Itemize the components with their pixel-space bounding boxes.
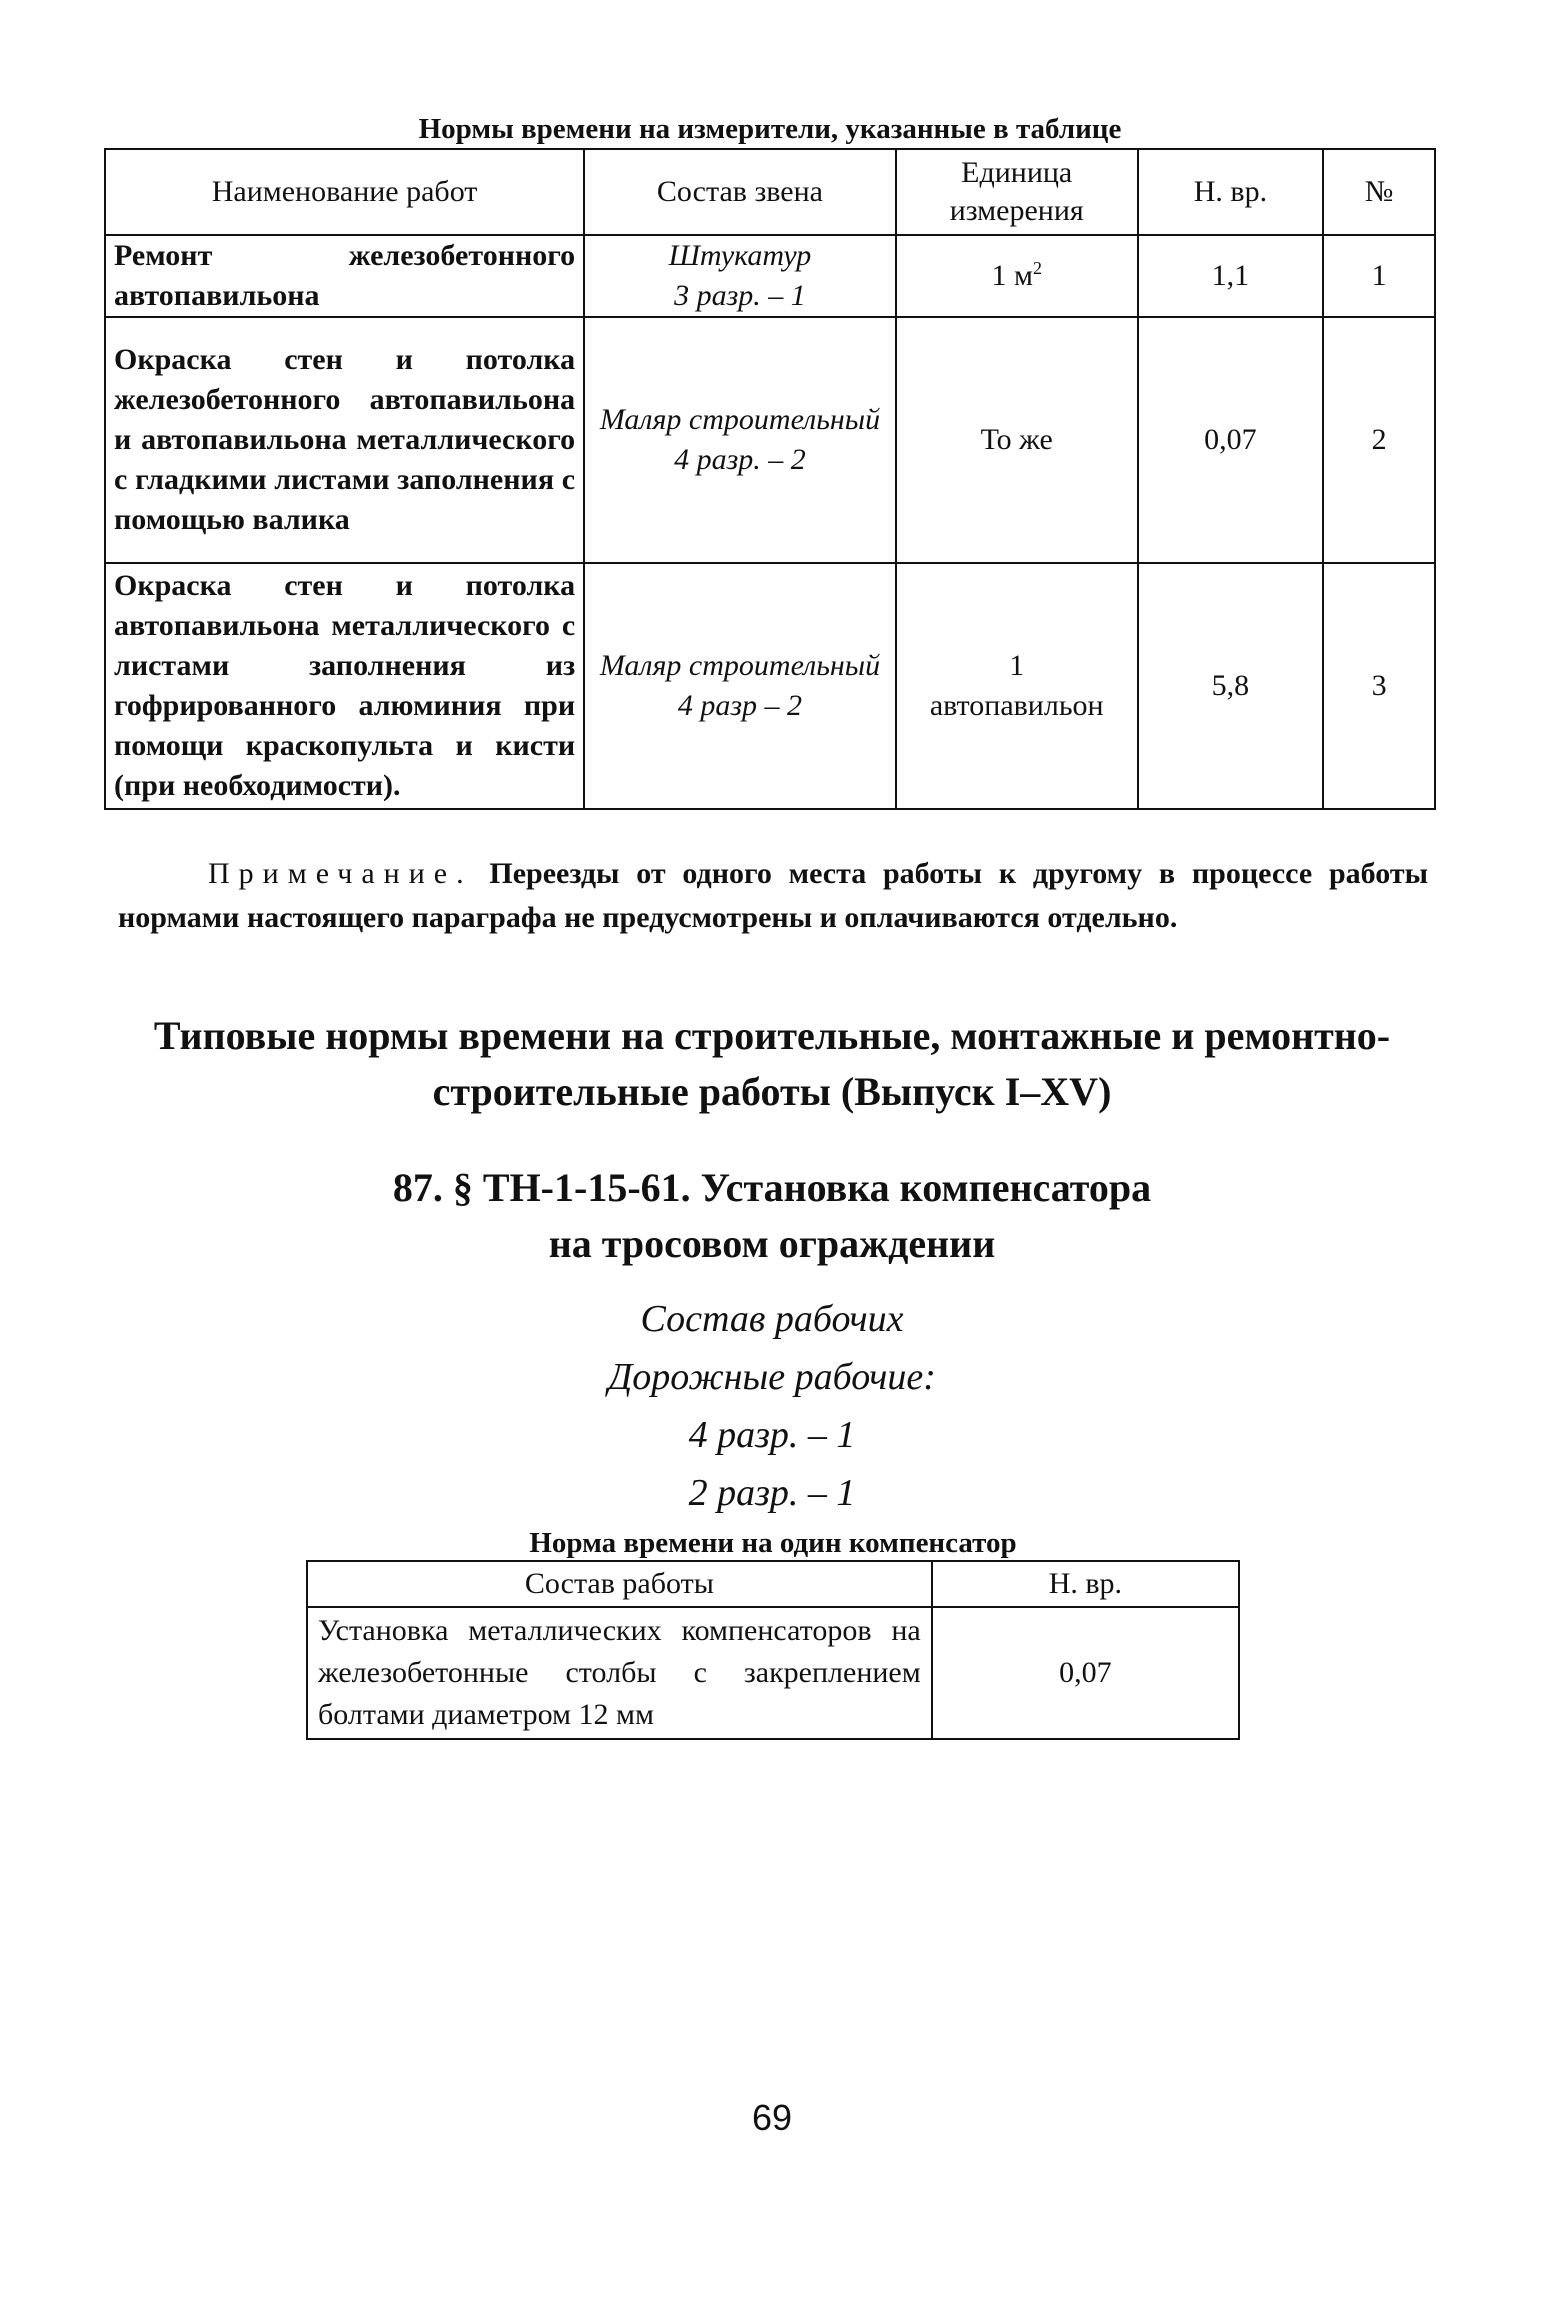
header-number: № xyxy=(1323,149,1435,235)
cell-number: 3 xyxy=(1323,563,1435,809)
composition-subheading: Дорожные рабочие: xyxy=(608,1356,936,1398)
crew-grade: 3 разр. – 1 xyxy=(674,279,806,312)
composition-grade: 4 разр. – 1 xyxy=(688,1414,856,1456)
norms-table xyxy=(104,148,1436,810)
cell-work: Ремонт железобетонного автопавильона xyxy=(105,235,584,317)
cell-crew xyxy=(584,235,896,317)
table-row xyxy=(307,1607,1239,1739)
cell-unit xyxy=(896,563,1138,809)
cell-work: Окраска стен и потолка железобетонного автопавильона и автопавильона металлического с гладкими листами заполнения с помощью валика xyxy=(105,317,584,563)
table-row xyxy=(105,317,1435,563)
cell-work: Окраска стен и потолка автопавильона металлического с листами заполнения из гофрированного алюминия при помощи краскопульта и кисти (при необходимости). xyxy=(105,563,584,809)
note xyxy=(118,852,1428,940)
unit-sup: 2 xyxy=(1032,258,1042,278)
series-title: Типовые нормы времени на строительные, монтажные и ремонтно-строительные работы (Выпуск I–XV) xyxy=(153,1013,1391,1114)
compensator-norm-table xyxy=(306,1560,1240,1740)
header-work: Состав работы xyxy=(307,1561,932,1607)
cell-norm: 5,8 xyxy=(1138,563,1324,809)
cell-number: 2 xyxy=(1323,317,1435,563)
workers-composition xyxy=(400,1290,1144,1522)
crew-grade: 4 разр. – 2 xyxy=(674,443,806,476)
crew-role: Маляр строительный xyxy=(599,403,881,436)
section-title xyxy=(200,1160,1344,1272)
unit-main: 1 xyxy=(1009,649,1025,682)
table-row xyxy=(105,563,1435,809)
cell-norm: 1,1 xyxy=(1138,235,1324,317)
note-label: Примечание. xyxy=(208,857,473,890)
table-row xyxy=(105,235,1435,317)
header-norm: Н. вр. xyxy=(1138,149,1324,235)
header-crew: Состав звена xyxy=(584,149,896,235)
header-work: Наименование работ xyxy=(105,149,584,235)
unit-main: 1 м xyxy=(991,259,1033,292)
crew-role: Штукатур xyxy=(668,239,812,272)
cell-crew xyxy=(584,317,896,563)
crew-grade: 4 разр – 2 xyxy=(677,689,803,722)
header-unit: Единица измерения xyxy=(896,149,1138,235)
table2-caption: Норма времени на один компенсатор xyxy=(529,1527,1017,1559)
section-title-line2: на тросовом ограждении xyxy=(548,1221,996,1266)
cell-unit: То же xyxy=(896,317,1138,563)
note-text: Переезды от одного места работы к другому в процессе работы нормами настоящего параграфа не предусмотрены и оплачиваются отдельно. xyxy=(118,857,1428,934)
cell-work: Установка металлических компенсаторов на железобетонные столбы с закреплением болтами диаметром 12 мм xyxy=(307,1607,932,1739)
table1-caption: Нормы времени на измерители, указанные в таблице xyxy=(418,113,1122,145)
cell-norm: 0,07 xyxy=(1138,317,1324,563)
section-title-line1: 87. § ТН-1-15-61. Установка компенсатора xyxy=(392,1165,1152,1210)
cell-unit xyxy=(896,235,1138,317)
cell-number: 1 xyxy=(1323,235,1435,317)
crew-role: Маляр строительный xyxy=(599,649,881,682)
cell-norm: 0,07 xyxy=(932,1607,1239,1739)
table-header-row xyxy=(105,149,1435,235)
header-norm: Н. вр. xyxy=(932,1561,1239,1607)
table-header-row xyxy=(307,1561,1239,1607)
composition-grade: 2 разр. – 1 xyxy=(688,1472,856,1514)
unit-sub: автопавильон xyxy=(929,689,1104,722)
composition-heading: Состав рабочих xyxy=(640,1298,904,1340)
page-number: 69 xyxy=(751,2097,793,2138)
cell-crew xyxy=(584,563,896,809)
